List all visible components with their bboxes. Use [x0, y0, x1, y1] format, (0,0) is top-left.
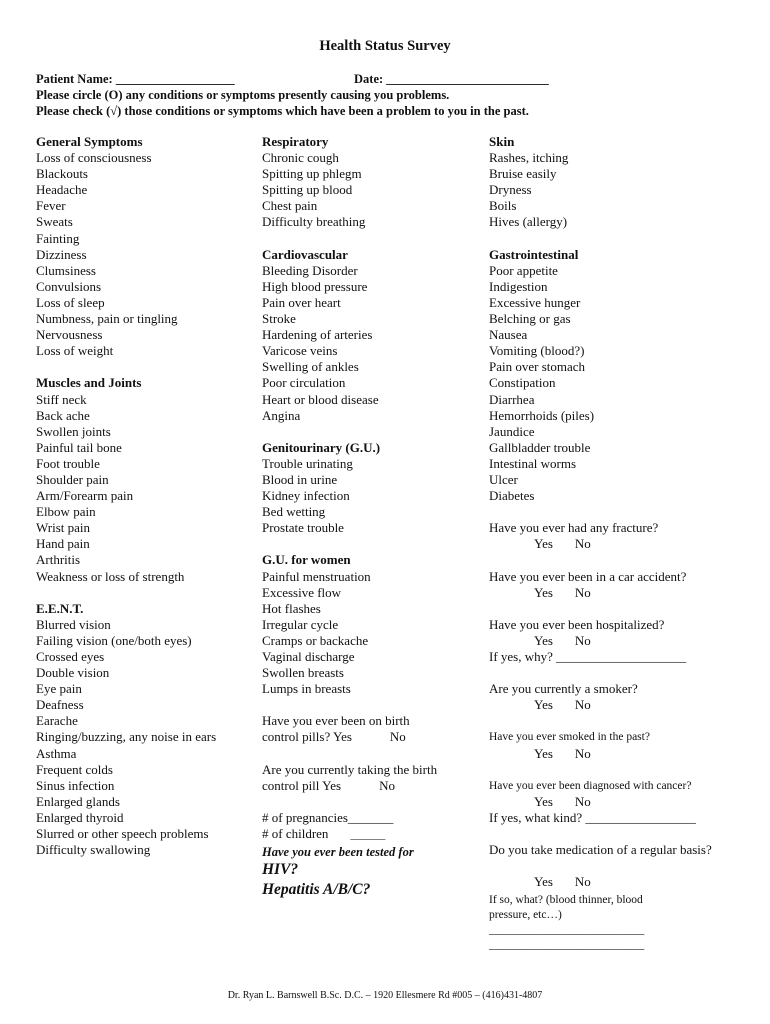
general-symptoms-item[interactable]: Fainting	[36, 230, 80, 246]
column-3	[489, 134, 712, 953]
general-symptoms-item[interactable]: Headache	[36, 182, 88, 198]
genitourinary-item[interactable]: Kidney infection	[262, 488, 350, 504]
spacer	[489, 762, 712, 778]
patient-name-field[interactable]: Patient Name: ___________________	[36, 72, 235, 86]
spacer	[489, 601, 712, 617]
muscles-joints-item[interactable]: Hand pain	[36, 536, 90, 552]
eent-item[interactable]: Earache	[36, 713, 78, 729]
general-symptoms-item[interactable]: Loss of consciousness	[36, 150, 152, 166]
spacer	[489, 231, 712, 247]
cardiovascular-heading: Cardiovascular	[262, 246, 348, 262]
skin-item[interactable]: Hives (allergy)	[489, 214, 568, 230]
gastrointestinal-heading: Gastrointestinal	[489, 246, 579, 262]
cardiovascular-item[interactable]: Varicose veins	[262, 343, 338, 359]
medication-what-label-2: pressure, etc…)	[489, 909, 562, 922]
eent-item[interactable]: Frequent colds	[36, 761, 113, 777]
page-title: Health Status Survey	[319, 38, 451, 54]
general-symptoms-heading: General Symptoms	[36, 134, 143, 149]
yes-option[interactable]: Yes	[534, 697, 553, 713]
smoker-answer	[489, 697, 712, 713]
skin-item[interactable]: Rashes, itching	[489, 150, 569, 166]
yes-option[interactable]: Yes	[534, 536, 553, 552]
spacer	[262, 536, 437, 552]
muscles-joints-item[interactable]: Stiff neck	[36, 391, 87, 407]
gastrointestinal-item[interactable]: Constipation	[489, 375, 556, 391]
cancer-answer	[489, 794, 712, 810]
spacer	[262, 746, 437, 762]
children-blank[interactable]: _______	[350, 830, 386, 842]
birth-control-question: Have you ever been on birth	[262, 713, 410, 729]
muscles-joints-item[interactable]: Wrist pain	[36, 520, 90, 536]
eent-item[interactable]: Asthma	[36, 745, 77, 761]
eent-item[interactable]: Eye pain	[36, 681, 82, 697]
no-option[interactable]: No	[379, 777, 395, 793]
medication-what-label: If so, what? (blood thinner, blood	[489, 894, 643, 907]
cardiovascular-item[interactable]: High blood pressure	[262, 278, 368, 294]
spacer	[262, 794, 437, 810]
gu-women-item[interactable]: Cramps or backache	[262, 632, 369, 648]
no-option[interactable]: No	[574, 745, 591, 761]
gastrointestinal-item[interactable]: Poor appetite	[489, 262, 558, 278]
gastrointestinal-item[interactable]: Vomiting (blood?)	[489, 343, 585, 359]
instruction-circle: Please circle (O) any conditions or symptoms presently causing you problems.	[36, 88, 450, 102]
gastrointestinal-item[interactable]: Hemorrhoids (piles)	[489, 407, 595, 423]
spacer	[489, 552, 712, 568]
spacer	[36, 585, 216, 601]
eent-item[interactable]: Failing vision (one/both eyes)	[36, 632, 192, 648]
general-symptoms-item[interactable]: Clumsiness	[36, 262, 96, 278]
no-option[interactable]: No	[574, 536, 591, 552]
no-option[interactable]: No	[574, 697, 591, 713]
spacer	[262, 697, 437, 713]
gastrointestinal-item[interactable]: Nausea	[489, 327, 528, 343]
genitourinary-item[interactable]: Prostate trouble	[262, 520, 344, 536]
cancer-question: Have you ever been diagnosed with cancer?	[489, 779, 692, 792]
no-option[interactable]: No	[574, 874, 591, 890]
tested-question: Have you ever been tested for	[262, 845, 414, 860]
fracture-answer	[489, 536, 712, 552]
respiratory-item[interactable]: Chronic cough	[262, 150, 339, 166]
yes-option[interactable]: Yes	[534, 632, 553, 648]
gastrointestinal-item[interactable]: Gallbladder trouble	[489, 439, 591, 455]
skin-item[interactable]: Boils	[489, 198, 517, 214]
children-label: # of children	[262, 826, 329, 842]
instruction-check: Please check (√) those conditions or symptoms which have been a problem to you in the past.	[36, 104, 529, 118]
yes-option[interactable]: control pills? Yes	[262, 729, 352, 745]
gu-women-item[interactable]: Irregular cycle	[262, 616, 339, 632]
genitourinary-item[interactable]: Blood in urine	[262, 471, 338, 487]
cardiovascular-item[interactable]: Bleeding Disorder	[262, 262, 358, 278]
skin-item[interactable]: Dryness	[489, 182, 532, 198]
gastrointestinal-item[interactable]: Diabetes	[489, 488, 535, 504]
no-option[interactable]: No	[389, 729, 406, 745]
hospitalized-why-field[interactable]: If yes, why? ____________________	[489, 649, 687, 664]
no-option[interactable]: No	[574, 793, 591, 809]
genitourinary-heading: Genitourinary (G.U.)	[262, 439, 381, 455]
birth-control-current-answer	[262, 778, 437, 794]
car-accident-answer	[489, 585, 712, 601]
hospitalized-answer	[489, 633, 712, 649]
hiv-option[interactable]: HIV?	[262, 861, 299, 879]
muscles-joints-heading: Muscles and Joints	[36, 375, 142, 391]
gu-women-heading: G.U. for women	[262, 552, 351, 568]
date-field[interactable]: Date: __________________________	[354, 72, 549, 86]
spacer	[489, 665, 712, 681]
column-1	[36, 134, 216, 858]
eent-item[interactable]: Difficulty swallowing	[36, 842, 151, 858]
muscles-joints-item[interactable]: Painful tail bone	[36, 439, 122, 455]
gastrointestinal-item[interactable]: Jaundice	[489, 423, 535, 439]
eent-item[interactable]: Enlarged glands	[36, 793, 120, 809]
skin-item[interactable]: Bruise easily	[489, 166, 557, 182]
gu-women-item[interactable]: Excessive flow	[262, 584, 342, 600]
eent-item[interactable]: Blurred vision	[36, 616, 111, 632]
car-accident-question: Have you ever been in a car accident?	[489, 568, 687, 584]
skin-heading: Skin	[489, 134, 515, 149]
hospitalized-question: Have you ever been hospitalized?	[489, 616, 665, 632]
medication-question: Do you take medication of a regular basis?	[489, 842, 712, 858]
genitourinary-item[interactable]: Trouble urinating	[262, 455, 353, 471]
gastrointestinal-item[interactable]: Ulcer	[489, 471, 518, 487]
spacer	[489, 713, 712, 729]
gastrointestinal-item[interactable]: Belching or gas	[489, 311, 571, 327]
general-symptoms-item[interactable]: Dizziness	[36, 246, 87, 262]
eent-item[interactable]: Slurred or other speech problems	[36, 826, 209, 842]
general-symptoms-item[interactable]: Sweats	[36, 214, 73, 230]
cardiovascular-item[interactable]: Angina	[262, 407, 301, 423]
yes-option[interactable]: Yes	[534, 874, 553, 890]
gu-women-item[interactable]: Vaginal discharge	[262, 649, 355, 664]
general-symptoms-item[interactable]: Loss of sleep	[36, 294, 105, 310]
eent-item[interactable]: Sinus infection	[36, 777, 115, 793]
spacer	[489, 826, 712, 842]
muscles-joints-item[interactable]: Shoulder pain	[36, 471, 109, 487]
cancer-kind-field[interactable]: If yes, what kind? _________________	[489, 809, 696, 825]
spacer	[489, 504, 712, 520]
yes-option[interactable]: control pill Yes	[262, 777, 342, 793]
eent-item[interactable]: Double vision	[36, 665, 110, 681]
cardiovascular-item[interactable]: Heart or blood disease	[262, 391, 379, 407]
children-field[interactable]	[262, 826, 437, 842]
column-2	[262, 134, 437, 900]
muscles-joints-item[interactable]: Elbow pain	[36, 504, 96, 520]
muscles-joints-item[interactable]: Weakness or loss of strength	[36, 568, 185, 584]
gastrointestinal-item[interactable]: Pain over stomach	[489, 359, 586, 375]
gu-women-item[interactable]: Swollen breasts	[262, 665, 344, 681]
general-symptoms-item[interactable]: Nervousness	[36, 327, 103, 343]
eent-item[interactable]: Deafness	[36, 697, 84, 713]
general-symptoms-item[interactable]: Numbness, pain or tingling	[36, 311, 178, 327]
general-symptoms-item[interactable]: Blackouts	[36, 166, 88, 182]
smoked-past-question: Have you ever smoked in the past?	[489, 731, 650, 744]
general-symptoms-item[interactable]: Convulsions	[36, 278, 102, 294]
no-option[interactable]: No	[574, 632, 591, 648]
cardiovascular-item[interactable]: Hardening of arteries	[262, 327, 373, 343]
smoker-question: Are you currently a smoker?	[489, 681, 638, 697]
gu-women-item[interactable]: Hot flashes	[262, 600, 321, 616]
gastrointestinal-item[interactable]: Indigestion	[489, 278, 548, 294]
no-option[interactable]: No	[574, 584, 591, 600]
cardiovascular-item[interactable]: Swelling of ankles	[262, 359, 359, 375]
gastrointestinal-item[interactable]: Diarrhea	[489, 391, 535, 407]
muscles-joints-item[interactable]: Swollen joints	[36, 423, 111, 439]
footer-address: Dr. Ryan L. Barnswell B.Sc. D.C. – 1920 Ellesmere Rd #005 – (416)431-4807	[227, 990, 543, 1001]
yes-option[interactable]: Yes	[534, 584, 553, 600]
muscles-joints-item[interactable]: Foot trouble	[36, 455, 100, 471]
medication-line-1[interactable]: ___________________________	[489, 924, 645, 937]
cardiovascular-item[interactable]: Poor circulation	[262, 375, 346, 391]
muscles-joints-item[interactable]: Arthritis	[36, 552, 81, 568]
medication-line-2[interactable]: ___________________________	[489, 939, 645, 952]
cardiovascular-item[interactable]: Pain over heart	[262, 294, 341, 310]
hepatitis-option[interactable]: Hepatitis A/B/C?	[262, 881, 371, 899]
gastrointestinal-item[interactable]: Excessive hunger	[489, 294, 581, 310]
yes-option[interactable]: Yes	[534, 793, 553, 809]
respiratory-item[interactable]: Spitting up blood	[262, 182, 353, 198]
gastrointestinal-item[interactable]: Intestinal worms	[489, 455, 577, 471]
respiratory-item[interactable]: Chest pain	[262, 198, 318, 214]
yes-option[interactable]: Yes	[534, 745, 553, 761]
spacer	[262, 231, 437, 247]
eent-item[interactable]: Ringing/buzzing, any noise in ears	[36, 729, 217, 745]
general-symptoms-item[interactable]: Fever	[36, 198, 66, 214]
eent-heading: E.E.N.T.	[36, 600, 84, 616]
medication-answer	[489, 874, 712, 890]
eent-item[interactable]: Enlarged thyroid	[36, 809, 124, 825]
respiratory-item[interactable]: Difficulty breathing	[262, 214, 366, 230]
muscles-joints-item[interactable]: Back ache	[36, 407, 90, 423]
general-symptoms-item[interactable]: Loss of weight	[36, 343, 114, 359]
muscles-joints-item[interactable]: Arm/Forearm pain	[36, 488, 134, 504]
genitourinary-item[interactable]: Bed wetting	[262, 504, 326, 520]
respiratory-item[interactable]: Spitting up phlegm	[262, 166, 362, 182]
spacer	[489, 858, 712, 874]
gu-women-item[interactable]: Painful menstruation	[262, 568, 371, 584]
eent-item[interactable]: Crossed eyes	[36, 649, 105, 664]
birth-control-answer	[262, 729, 437, 745]
gu-women-item[interactable]: Lumps in breasts	[262, 681, 351, 697]
pregnancies-field[interactable]: # of pregnancies_______	[262, 809, 394, 825]
spacer	[262, 424, 437, 440]
fracture-question: Have you ever had any fracture?	[489, 520, 659, 536]
smoked-past-answer	[489, 746, 712, 762]
birth-control-current-question: Are you currently taking the birth	[262, 761, 438, 777]
cardiovascular-item[interactable]: Stroke	[262, 311, 296, 327]
spacer	[36, 359, 216, 375]
respiratory-heading: Respiratory	[262, 134, 329, 149]
